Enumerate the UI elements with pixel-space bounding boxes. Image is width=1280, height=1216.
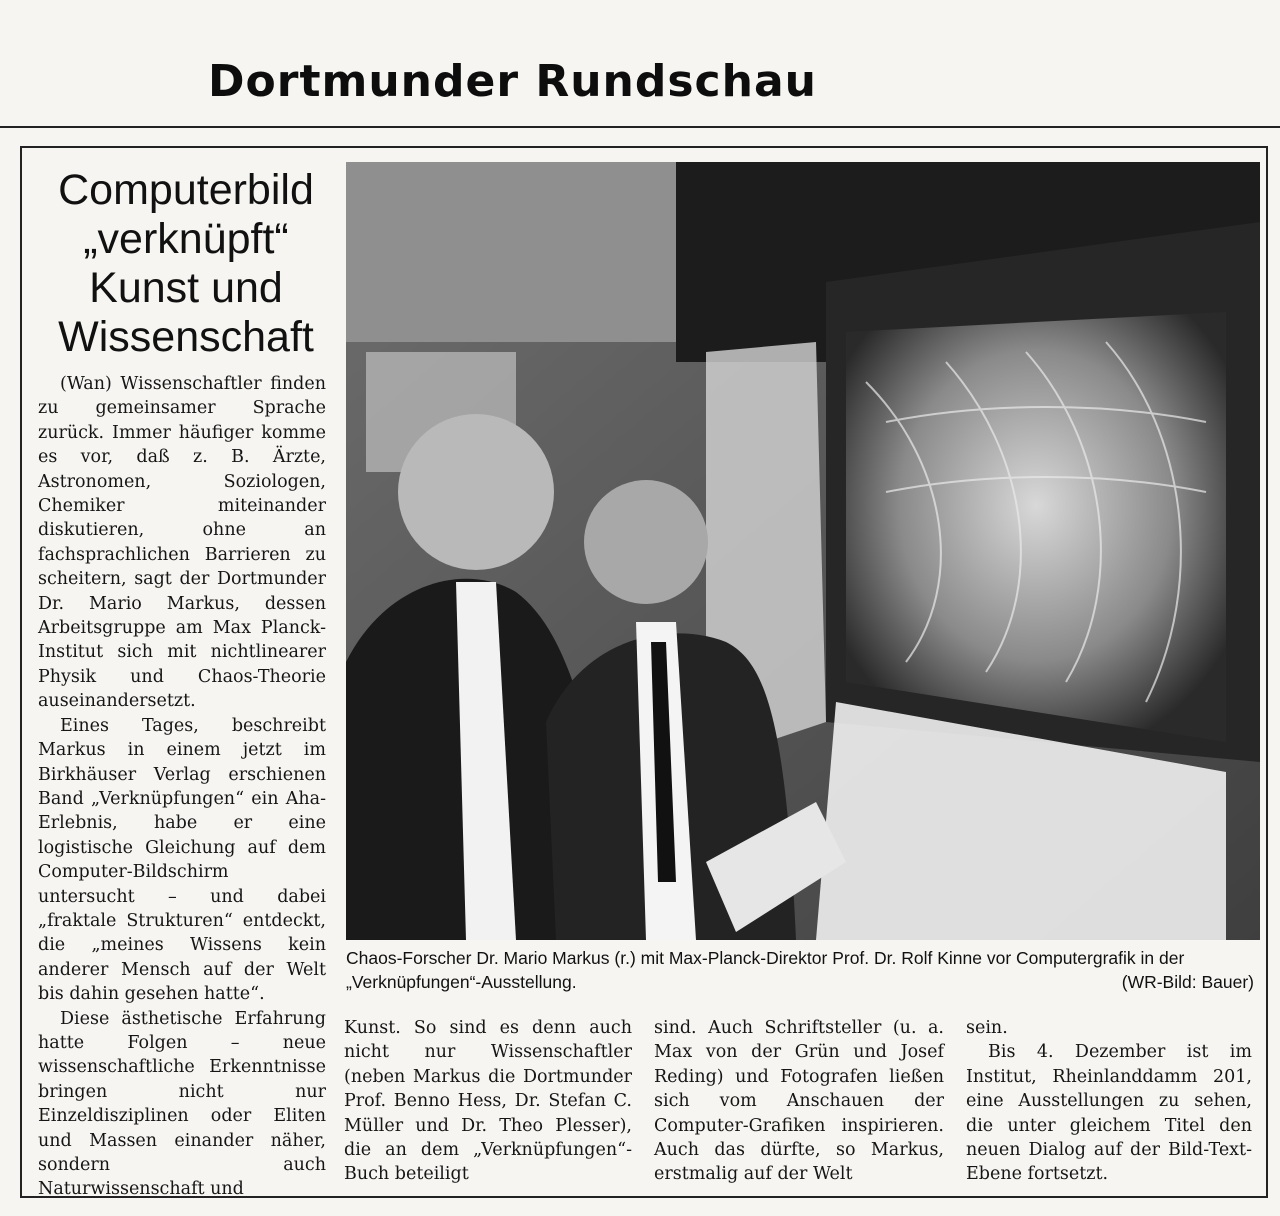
article-column-2-text: Kunst. So sind es denn auch nicht nur Wissenschaftler (neben Markus die Dortmunder Prof. Benno Hess, Dr. Stefan C. Müller und Dr. Theo Plesser), die an dem „Verknüpfungen“-Buch beteiligt [344,1018,632,1185]
article-headline [34,166,338,362]
article-paragraph-3: Diese ästhetische Erfahrung hatte Folgen – neue wissenschaftliche Erkenntnisse bringen nicht nur Einzeldisziplinen oder Eliten und Massen einander näher, sondern auch Naturwissenschaft und [38,1008,326,1200]
article-column-3-text: sind. Auch Schriftsteller (u. a. Max von der Grün und Josef Reding) und Fotografen ließen sich vom Anschauen der Computer-Grafiken inspirieren. Auch das dürfte, so Markus, erstmalig auf der Welt [654,1018,944,1185]
text-column-3 [654,1016,944,1187]
headline-line-4: Wissenschaft [58,313,314,361]
photo-credit: (WR-Bild: Bauer) [1121,972,1254,992]
text-column-4 [966,1016,1252,1187]
headline-line-1: Computerbild [58,166,314,214]
article-column-4-text-1: sein. [966,1018,1008,1038]
photo-caption [346,946,1254,994]
headline-line-3: Kunst und [89,264,283,312]
photo-illustration [346,162,1260,940]
text-column-1 [38,372,326,1202]
text-column-2 [344,1016,632,1187]
headline-line-2: „verknüpft“ [83,215,289,263]
article-paragraph-2: Eines Tages, beschreibt Markus in einem jetzt im Birkhäuser Verlag erschienen Band „Verknüpfungen“ ein Aha-Erlebnis, habe er eine logistische Gleichung auf dem Computer-Bildschirm untersucht – und dabei „fraktale Strukturen“ entdeckt, die „meines Wissens kein anderer Mensch auf der Welt bis dahin gesehen hatte“. [38,715,326,1005]
article-paragraph-1: (Wan) Wissenschaftler finden zu gemeinsamer Sprache zurück. Immer häufiger komme es vor, daß z. B. Ärzte, Astronomen, Soziologen, Chemiker miteinander diskutieren, ohne an fachsprachlichen Barrieren zu scheitern, sagt der Dortmunder Dr. Mario Markus, dessen Arbeitsgruppe am Max Planck-Institut sich mit nichtlinearer Physik und Chaos-Theorie auseinandersetzt. [38,374,326,712]
newspaper-masthead: Dortmunder Rundschau [208,56,817,107]
masthead-rule [0,126,1280,128]
caption-text: Chaos-Forscher Dr. Mario Markus (r.) mit Max-Planck-Direktor Prof. Dr. Rolf Kinne vor Computergrafik in der „Verknüpfungen“-Ausstellung. [346,948,1185,992]
article-column-4-text-2: Bis 4. Dezember ist im Institut, Rheinlanddamm 201, eine Ausstellungen zu sehen, die unter gleichem Titel den neuen Dialog auf der Bild-Text-Ebene fortsetzt. [966,1042,1252,1185]
article-photo [346,162,1260,940]
